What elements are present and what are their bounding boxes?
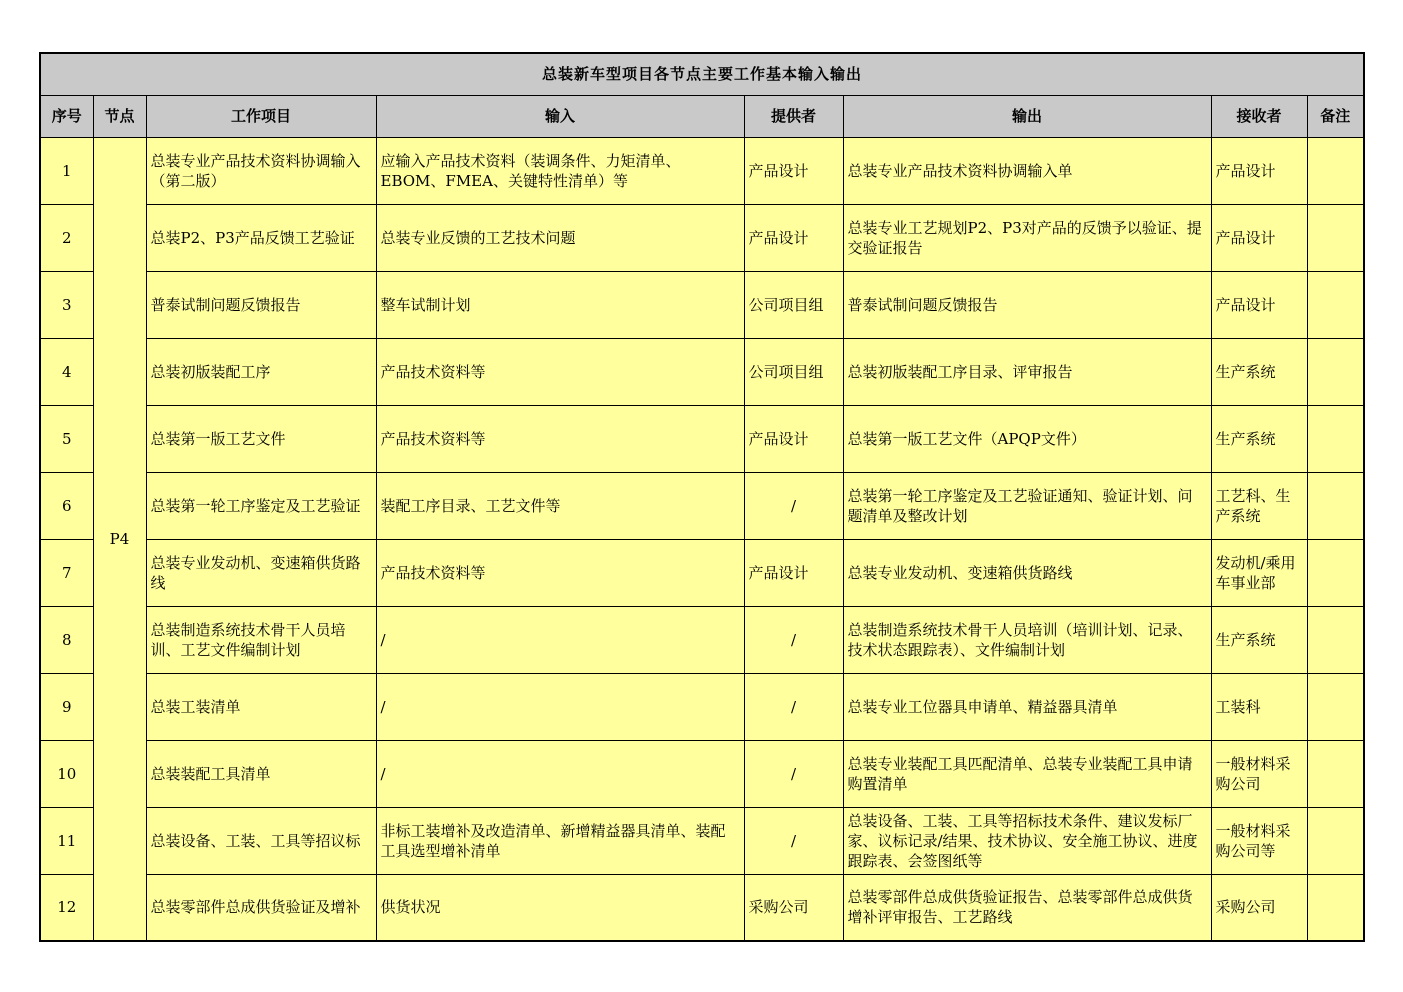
cell-work: 总装制造系统技术骨干人员培训、工艺文件编制计划 — [146, 606, 376, 673]
table-row — [40, 137, 1364, 204]
cell-input: / — [376, 673, 744, 740]
table-row — [40, 405, 1364, 472]
cell-work: 普泰试制问题反馈报告 — [146, 271, 376, 338]
cell-receiver: 发动机/乘用车事业部 — [1211, 539, 1307, 606]
cell-work: 总装第一轮工序鉴定及工艺验证 — [146, 472, 376, 539]
cell-output: 总装设备、工装、工具等招标技术条件、建议发标厂家、议标记录/结果、技术协议、安全施工协议、进度跟踪表、会签图纸等 — [843, 807, 1211, 874]
cell-receiver: 产品设计 — [1211, 204, 1307, 271]
cell-provider: / — [744, 673, 843, 740]
cell-input: 应输入产品技术资料（装调条件、力矩清单、EBOM、FMEA、关键特性清单）等 — [376, 137, 744, 204]
cell-remark — [1307, 137, 1364, 204]
header-work: 工作项目 — [146, 95, 376, 137]
cell-remark — [1307, 539, 1364, 606]
table-row — [40, 874, 1364, 941]
cell-seq: 11 — [40, 807, 93, 874]
header-provider: 提供者 — [744, 95, 843, 137]
cell-output: 总装零部件总成供货验证报告、总装零部件总成供货增补评审报告、工艺路线 — [843, 874, 1211, 941]
header-input: 输入 — [376, 95, 744, 137]
cell-output: 总装初版装配工序目录、评审报告 — [843, 338, 1211, 405]
cell-input: / — [376, 740, 744, 807]
table-row — [40, 338, 1364, 405]
cell-node: P4 — [93, 137, 146, 941]
cell-input: 供货状况 — [376, 874, 744, 941]
cell-provider: / — [744, 606, 843, 673]
cell-receiver: 生产系统 — [1211, 606, 1307, 673]
cell-work: 总装初版装配工序 — [146, 338, 376, 405]
cell-remark — [1307, 606, 1364, 673]
header-output: 输出 — [843, 95, 1211, 137]
cell-receiver: 一般材料采购公司 — [1211, 740, 1307, 807]
cell-work: 总装第一版工艺文件 — [146, 405, 376, 472]
cell-input: / — [376, 606, 744, 673]
cell-receiver: 产品设计 — [1211, 137, 1307, 204]
cell-seq: 10 — [40, 740, 93, 807]
cell-output: 总装专业工位器具申请单、精益器具清单 — [843, 673, 1211, 740]
cell-receiver: 工艺科、生产系统 — [1211, 472, 1307, 539]
cell-remark — [1307, 472, 1364, 539]
cell-provider: 产品设计 — [744, 539, 843, 606]
cell-work: 总装P2、P3产品反馈工艺验证 — [146, 204, 376, 271]
io-table — [39, 52, 1365, 942]
cell-output: 普泰试制问题反馈报告 — [843, 271, 1211, 338]
cell-work: 总装装配工具清单 — [146, 740, 376, 807]
cell-provider: 采购公司 — [744, 874, 843, 941]
cell-remark — [1307, 740, 1364, 807]
cell-receiver: 一般材料采购公司等 — [1211, 807, 1307, 874]
sheet-title: 总装新车型项目各节点主要工作基本输入输出 — [40, 53, 1364, 95]
cell-provider: / — [744, 740, 843, 807]
table-row — [40, 606, 1364, 673]
cell-output: 总装第一版工艺文件（APQP文件） — [843, 405, 1211, 472]
cell-input: 产品技术资料等 — [376, 338, 744, 405]
cell-provider: / — [744, 472, 843, 539]
header-row — [40, 95, 1364, 137]
cell-output: 总装专业发动机、变速箱供货路线 — [843, 539, 1211, 606]
cell-output: 总装专业装配工具匹配清单、总装专业装配工具申请购置清单 — [843, 740, 1211, 807]
cell-receiver: 工装科 — [1211, 673, 1307, 740]
table-body — [40, 137, 1364, 941]
cell-remark — [1307, 338, 1364, 405]
cell-seq: 9 — [40, 673, 93, 740]
table-row — [40, 807, 1364, 874]
cell-work: 总装零部件总成供货验证及增补 — [146, 874, 376, 941]
cell-seq: 1 — [40, 137, 93, 204]
cell-output: 总装第一轮工序鉴定及工艺验证通知、验证计划、问题清单及整改计划 — [843, 472, 1211, 539]
cell-remark — [1307, 405, 1364, 472]
cell-remark — [1307, 271, 1364, 338]
cell-seq: 6 — [40, 472, 93, 539]
cell-input: 非标工装增补及改造清单、新增精益器具清单、装配工具选型增补清单 — [376, 807, 744, 874]
header-node: 节点 — [93, 95, 146, 137]
cell-remark — [1307, 673, 1364, 740]
cell-input: 整车试制计划 — [376, 271, 744, 338]
cell-seq: 3 — [40, 271, 93, 338]
cell-input: 装配工序目录、工艺文件等 — [376, 472, 744, 539]
cell-provider: 产品设计 — [744, 137, 843, 204]
cell-input: 产品技术资料等 — [376, 539, 744, 606]
cell-work: 总装设备、工装、工具等招议标 — [146, 807, 376, 874]
cell-input: 产品技术资料等 — [376, 405, 744, 472]
cell-seq: 5 — [40, 405, 93, 472]
cell-remark — [1307, 807, 1364, 874]
cell-provider: 产品设计 — [744, 405, 843, 472]
header-remark: 备注 — [1307, 95, 1364, 137]
cell-output: 总装专业工艺规划P2、P3对产品的反馈予以验证、提交验证报告 — [843, 204, 1211, 271]
cell-remark — [1307, 204, 1364, 271]
header-seq: 序号 — [40, 95, 93, 137]
cell-receiver: 生产系统 — [1211, 405, 1307, 472]
cell-seq: 7 — [40, 539, 93, 606]
cell-seq: 12 — [40, 874, 93, 941]
cell-seq: 4 — [40, 338, 93, 405]
table-row — [40, 472, 1364, 539]
cell-output: 总装制造系统技术骨干人员培训（培训计划、记录、技术状态跟踪表）、文件编制计划 — [843, 606, 1211, 673]
table-row — [40, 673, 1364, 740]
table-row — [40, 204, 1364, 271]
cell-receiver: 采购公司 — [1211, 874, 1307, 941]
cell-output: 总装专业产品技术资料协调输入单 — [843, 137, 1211, 204]
cell-work: 总装专业产品技术资料协调输入（第二版） — [146, 137, 376, 204]
table-row — [40, 740, 1364, 807]
table-row — [40, 539, 1364, 606]
cell-work: 总装专业发动机、变速箱供货路线 — [146, 539, 376, 606]
cell-seq: 2 — [40, 204, 93, 271]
cell-provider: 公司项目组 — [744, 271, 843, 338]
cell-receiver: 生产系统 — [1211, 338, 1307, 405]
cell-seq: 8 — [40, 606, 93, 673]
cell-work: 总装工装清单 — [146, 673, 376, 740]
cell-input: 总装专业反馈的工艺技术问题 — [376, 204, 744, 271]
cell-provider: 产品设计 — [744, 204, 843, 271]
table-row — [40, 271, 1364, 338]
header-receiver: 接收者 — [1211, 95, 1307, 137]
cell-provider: 公司项目组 — [744, 338, 843, 405]
cell-remark — [1307, 874, 1364, 941]
cell-provider: / — [744, 807, 843, 874]
cell-receiver: 产品设计 — [1211, 271, 1307, 338]
